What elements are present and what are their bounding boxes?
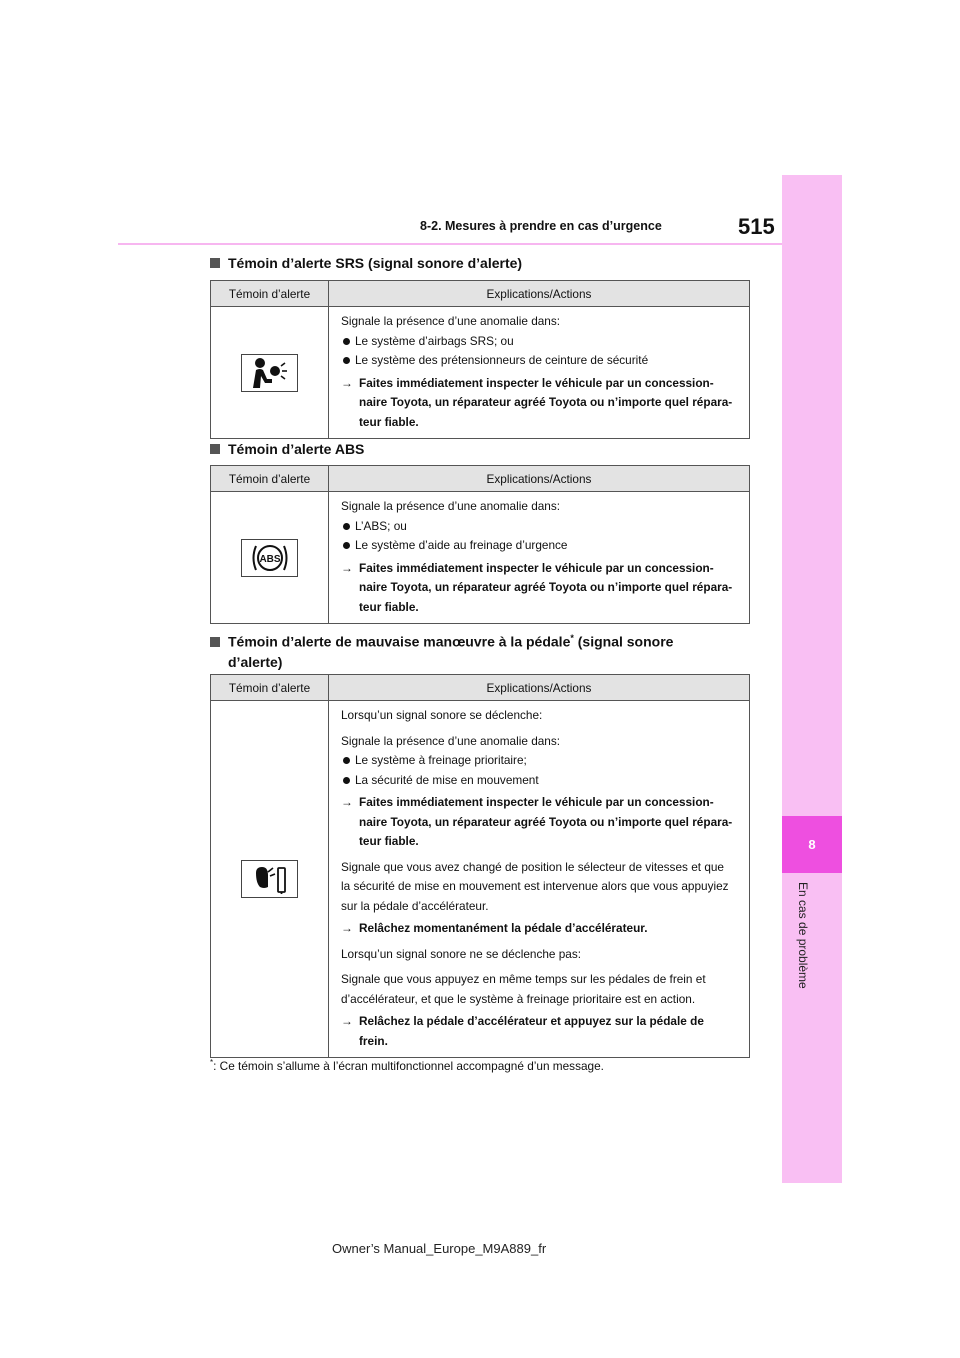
explanation-paragraph: Signale que vous appuyez en même temps sur les pédales de frein et d’accélérateur, et que le système à freinage prioritaire est en action. [341, 972, 706, 1006]
case-with-buzzer: Lorsqu’un signal sonore se déclenche: [341, 708, 543, 722]
heading-abs: Témoin d’alerte ABS [210, 439, 364, 459]
side-tab [782, 175, 842, 1183]
list-item: Le système des prétensionneurs de ceinture de sécurité [341, 351, 745, 371]
page-number: 515 [738, 214, 775, 239]
col-header-explanations: Explications/Actions [329, 675, 750, 701]
header-rule [118, 243, 782, 245]
arrow-right-icon: → [341, 1014, 353, 1028]
list-item: Le système à freinage prioritaire; [341, 751, 745, 771]
srs-table [210, 280, 750, 439]
airbag-warning-icon [241, 354, 298, 392]
action-instruction: → Faites immédiatement inspecter le véhicule par un concession- naire Toyota, un réparateur agréé Toyota ou n’importe quel répara- teur fiable. [341, 375, 733, 429]
explanation-intro: Signale la présence d’une anomalie dans: [341, 733, 561, 748]
list-item: L’ABS; ou [341, 517, 745, 537]
heading-srs: Témoin d’alerte SRS (signal sonore d’alerte) [210, 253, 522, 273]
col-header-witness: Témoin d’alerte [211, 281, 329, 307]
footer-manual-id: Owner’s Manual_Europe_M9A889_fr [332, 1241, 547, 1256]
arrow-right-icon: → [341, 921, 353, 935]
arrow-right-icon: → [341, 560, 353, 575]
section-title: 8-2. Mesures à prendre en cas d’urgence [420, 219, 662, 233]
explanation-paragraph: Signale que vous avez changé de position le sélecteur de vitesses et que la sécurité de mise en mouvement est intervenue alors que vous appuyiez sur la pédale d’accélérateur. [341, 859, 729, 913]
abs-table [210, 465, 750, 624]
list-item: Le système d’aide au freinage d’urgence [341, 536, 745, 556]
arrow-right-icon: → [341, 375, 353, 390]
footnote-mark: * [570, 633, 574, 643]
square-bullet-icon [210, 637, 220, 647]
abs-warning-icon [241, 539, 298, 577]
list-item: Le système d’airbags SRS; ou [341, 332, 745, 352]
footnote-mark: * [210, 1058, 214, 1067]
case-without-buzzer: Lorsqu’un signal sonore ne se déclenche pas: [341, 946, 582, 961]
heading-pedal: Témoin d’alerte de mauvaise manœuvre à la pédale* (signal sonore d’alerte) [210, 628, 673, 672]
col-header-explanations: Explications/Actions [329, 466, 750, 492]
col-header-witness: Témoin d’alerte [211, 675, 329, 701]
action-instruction: → Relâchez momentanément la pédale d’accélérateur. [341, 919, 745, 939]
action-instruction: → Relâchez la pédale d’accélérateur et appuyez sur la pédale de frein. [341, 1014, 704, 1048]
pedal-table [210, 674, 750, 1058]
action-instruction: → Faites immédiatement inspecter le véhicule par un concession- naire Toyota, un réparateur agréé Toyota ou n’importe quel répara- teur fiable. [341, 560, 733, 614]
chapter-number-tab[interactable]: 8 [782, 816, 842, 873]
action-instruction: → Faites immédiatement inspecter le véhicule par un concession- naire Toyota, un réparateur agréé Toyota ou n’importe quel répara- teur fiable. [341, 795, 733, 848]
square-bullet-icon [210, 444, 220, 454]
col-header-witness: Témoin d’alerte [211, 466, 329, 492]
col-header-explanations: Explications/Actions [329, 281, 750, 307]
abs-icon-text: ABS [258, 553, 281, 565]
arrow-right-icon: → [341, 795, 353, 809]
list-item: La sécurité de mise en mouvement [341, 771, 745, 791]
explanation-intro: Signale la présence d’une anomalie dans: [341, 499, 561, 513]
explanation-intro: Signale la présence d’une anomalie dans: [341, 314, 561, 328]
pedal-misoperation-warning-icon [241, 860, 298, 898]
footnote: *: Ce témoin s’allume à l’écran multifonctionnel accompagné d’un message. [210, 1058, 604, 1073]
square-bullet-icon [210, 258, 220, 268]
chapter-label: En cas de problème [796, 882, 810, 989]
